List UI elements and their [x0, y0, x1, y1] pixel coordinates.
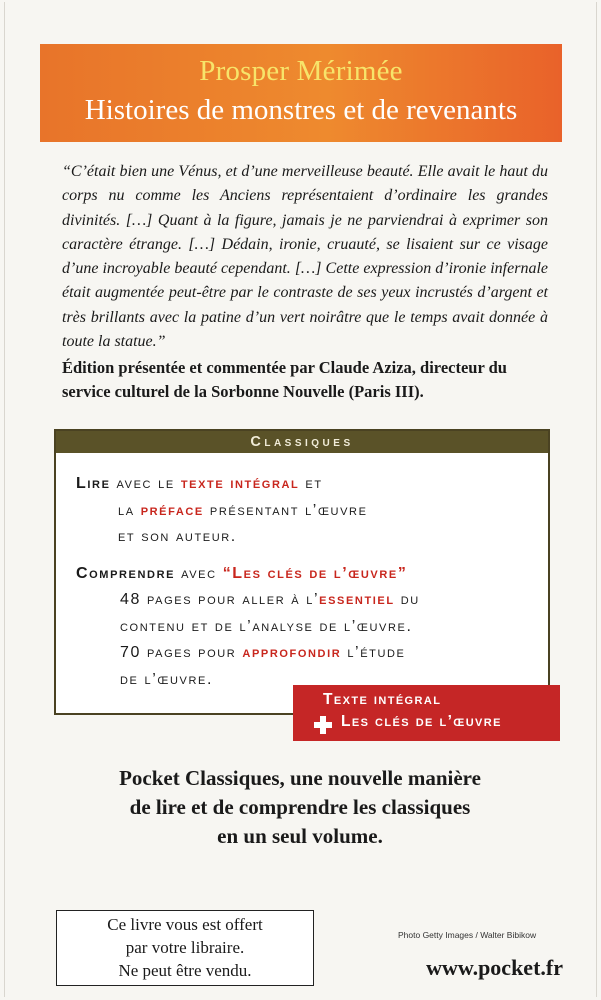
classiques-body: [56, 453, 548, 693]
author-name: Prosper Mérimée: [199, 55, 403, 87]
highlight-texte-integral: texte intégral: [180, 475, 300, 492]
comprendre-line-3: contenu et de l’analyse de l’œuvre.: [120, 617, 413, 635]
highlight-approfondir: approfondir: [242, 644, 342, 661]
tagline: [60, 764, 540, 851]
notice-line-1: Ce livre vous est offert: [107, 915, 263, 934]
notice-line-2: par votre libraire.: [125, 938, 245, 957]
text-span: du: [394, 591, 420, 608]
comprendre-line-1: [76, 561, 548, 588]
tagline-line-3: en un seul volume.: [217, 824, 383, 848]
lire-line-2: [76, 498, 548, 525]
badge-line-1: Texte intégral: [323, 691, 442, 708]
text-span: avec le: [110, 475, 181, 492]
notice-line-3: Ne peut être vendu.: [118, 961, 252, 980]
highlight-essentiel: essentiel: [319, 591, 395, 608]
text-span: 48 pages pour aller à l’: [120, 591, 320, 608]
tagline-line-2: de lire et de comprendre les classiques: [129, 795, 471, 819]
text-span: 70 pages pour: [120, 644, 243, 661]
comprendre-line-4: [76, 640, 548, 667]
badge-line-2: Les clés de l’œuvre: [341, 713, 502, 730]
lire-keyword: Lire: [76, 475, 111, 492]
tagline-line-1: Pocket Classiques, une nouvelle manière: [119, 766, 481, 790]
text-span: la: [118, 501, 141, 519]
not-for-sale-notice: [56, 910, 314, 986]
classiques-heading: Classiques: [56, 431, 548, 453]
highlight-cles-oeuvre: “Les clés de l’œuvre”: [222, 564, 408, 582]
title-band: [40, 44, 562, 142]
comprendre-keyword: Comprendre: [76, 564, 176, 582]
excerpt-quote: “C’était bien une Vénus, et d’une merveilleuse beauté. Elle avait le haut du corps nu comme les Anciens représentaient d’ordinaire les grandes divinités. […] Quant à la figure, jamais je ne parviendrai à exprimer son caractère étrange. […] Dédain, ironie, cruauté, se lisaient sur ce visage d’une incroyable beauté cependant. […] Cette expression d’ironie infernale était augmentée peut-être par le contraste de ses yeux incrustés d’argent et très brillants avec la patine d’un vert noirâtre que le temps avait donnée à toute la statue.”: [62, 163, 548, 351]
text-span: l’étude: [341, 644, 406, 661]
comprendre-line-2: [76, 587, 548, 614]
texte-integral-badge: [293, 685, 560, 741]
text-span: et: [299, 475, 323, 492]
highlight-preface: préface: [140, 501, 204, 519]
website-url: www.pocket.fr: [426, 955, 563, 980]
text-span: présentant l’œuvre: [203, 501, 368, 519]
classiques-box: [54, 429, 550, 715]
lire-line-1: [76, 471, 548, 498]
comprendre-line-5: de l’œuvre.: [120, 670, 214, 688]
plus-icon: [313, 715, 333, 735]
book-title: Histoires de monstres et de revenants: [84, 94, 518, 126]
lire-line-3: et son auteur.: [118, 528, 237, 545]
photo-credit: Photo Getty Images / Walter Bibikow: [398, 930, 537, 940]
text-span: avec: [175, 564, 223, 582]
edition-note: Édition présentée et commentée par Claude Aziza, directeur du service culturel de la Sorbonne Nouvelle (Paris III).: [62, 358, 507, 401]
spacer: [76, 551, 548, 561]
